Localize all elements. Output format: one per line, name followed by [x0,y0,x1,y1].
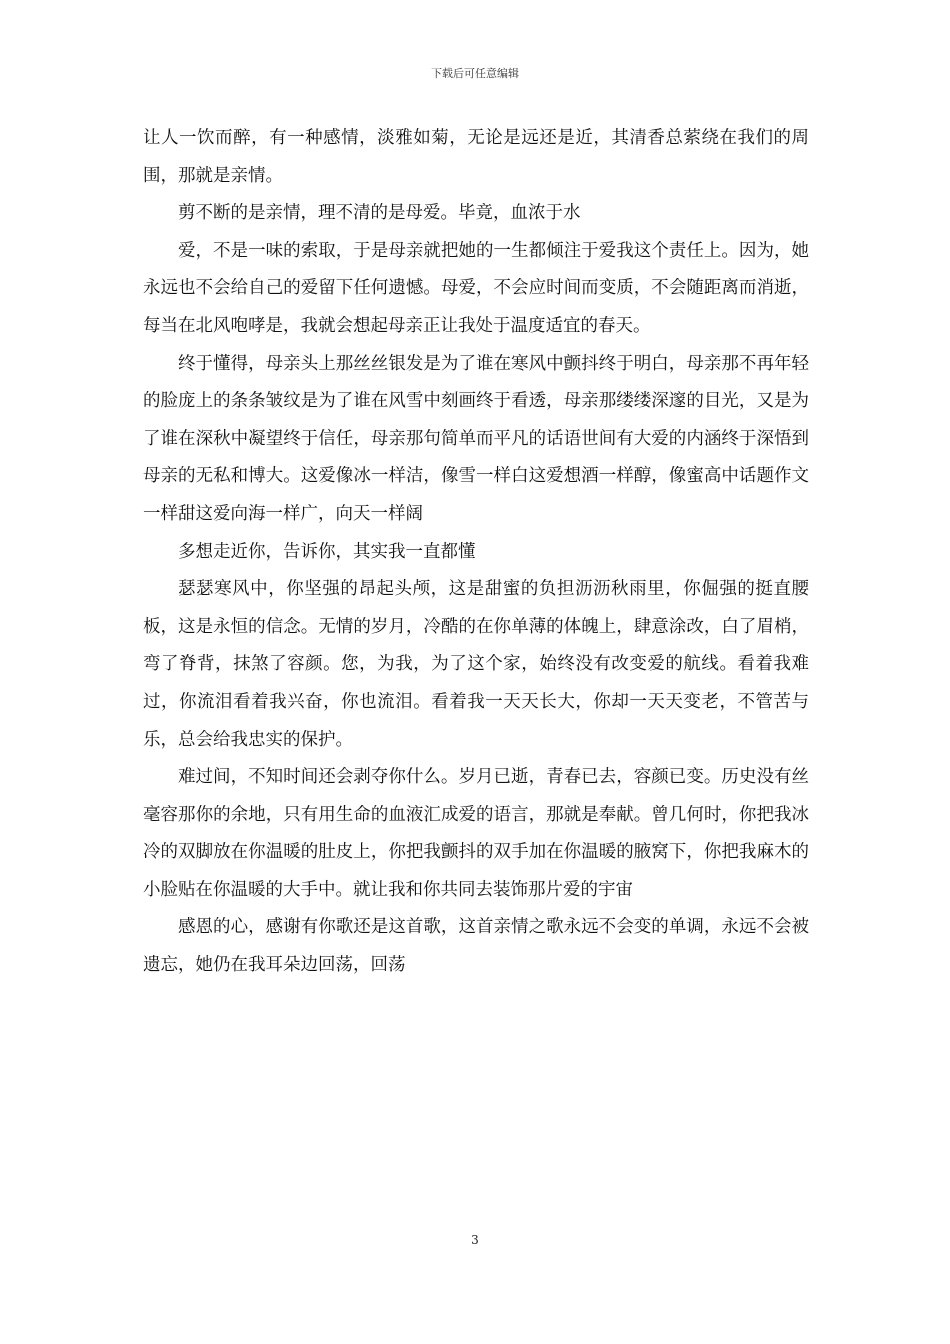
paragraph-3: 爱，不是一味的索取，于是母亲就把她的一生都倾注于爱我这个责任上。因为，她永远也不会给自己的爱留下任何遗憾。母爱，不会应时间而变质，不会随距离而消逝，每当在北风咆哮是，我就会想起母亲正让我处于温度适宜的春天。 [143,240,809,336]
paragraph-1: 让人一饮而醉，有一种感情，淡雅如菊，无论是远还是近，其清香总萦绕在我们的周围，那就是亲情。 [143,128,809,186]
paragraph-4: 终于懂得，母亲头上那丝丝银发是为了谁在寒风中颤抖终于明白，母亲那不再年轻的脸庞上的条条皱纹是为了谁在风雪中刻画终于看透，母亲那缕缕深邃的目光，又是为了谁在深秋中凝望终于信任，母亲那句简单而平凡的话语世间有大爱的内涵终于深悟到母亲的无私和博大。这爱像冰一样洁，像雪一样白这爱想酒一样醇，像蜜高中话题作文一样甜这爱向海一样广，向天一样阔 [143,353,809,524]
page-header: 下载后可任意编辑 [431,67,519,80]
document-body [143,120,809,985]
paragraph-6: 瑟瑟寒风中，你坚强的昂起头颅，这是甜蜜的负担沥沥秋雨里，你倔强的挺直腰板，这是永恒的信念。无情的岁月，冷酷的在你单薄的体魄上，肆意涂改，白了眉梢，弯了脊背，抹煞了容颜。您，为我，为了这个家，始终没有改变爱的航线。看着我难过，你流泪看着我兴奋，你也流泪。看着我一天天长大，你却一天天变老，不管苦与乐，总会给我忠实的保护。 [143,579,809,750]
paragraph-2: 剪不断的是亲情，理不清的是母爱。毕竟，血浓于水 [178,203,581,224]
paragraph-8: 感恩的心，感谢有你歌还是这首歌，这首亲情之歌永远不会变的单调，永远不会被遗忘，她仍在我耳朵边回荡，回荡 [143,917,809,976]
paragraph-7: 难过间，不知时间还会剥夺你什么。岁月已逝，青春已去，容颜已变。历史没有丝毫容那你的余地，只有用生命的血液汇成爱的语言，那就是奉献。曾几何时，你把我冰冷的双脚放在你温暖的肚皮上，你把我颤抖的双手加在你温暖的腋窝下，你把我麻木的小脸贴在你温暖的大手中。就让我和你共同去装饰那片爱的宇宙 [143,767,809,900]
paragraph-5: 多想走近你，告诉你，其实我一直都懂 [178,541,476,562]
page-number: 3 [471,1233,479,1247]
